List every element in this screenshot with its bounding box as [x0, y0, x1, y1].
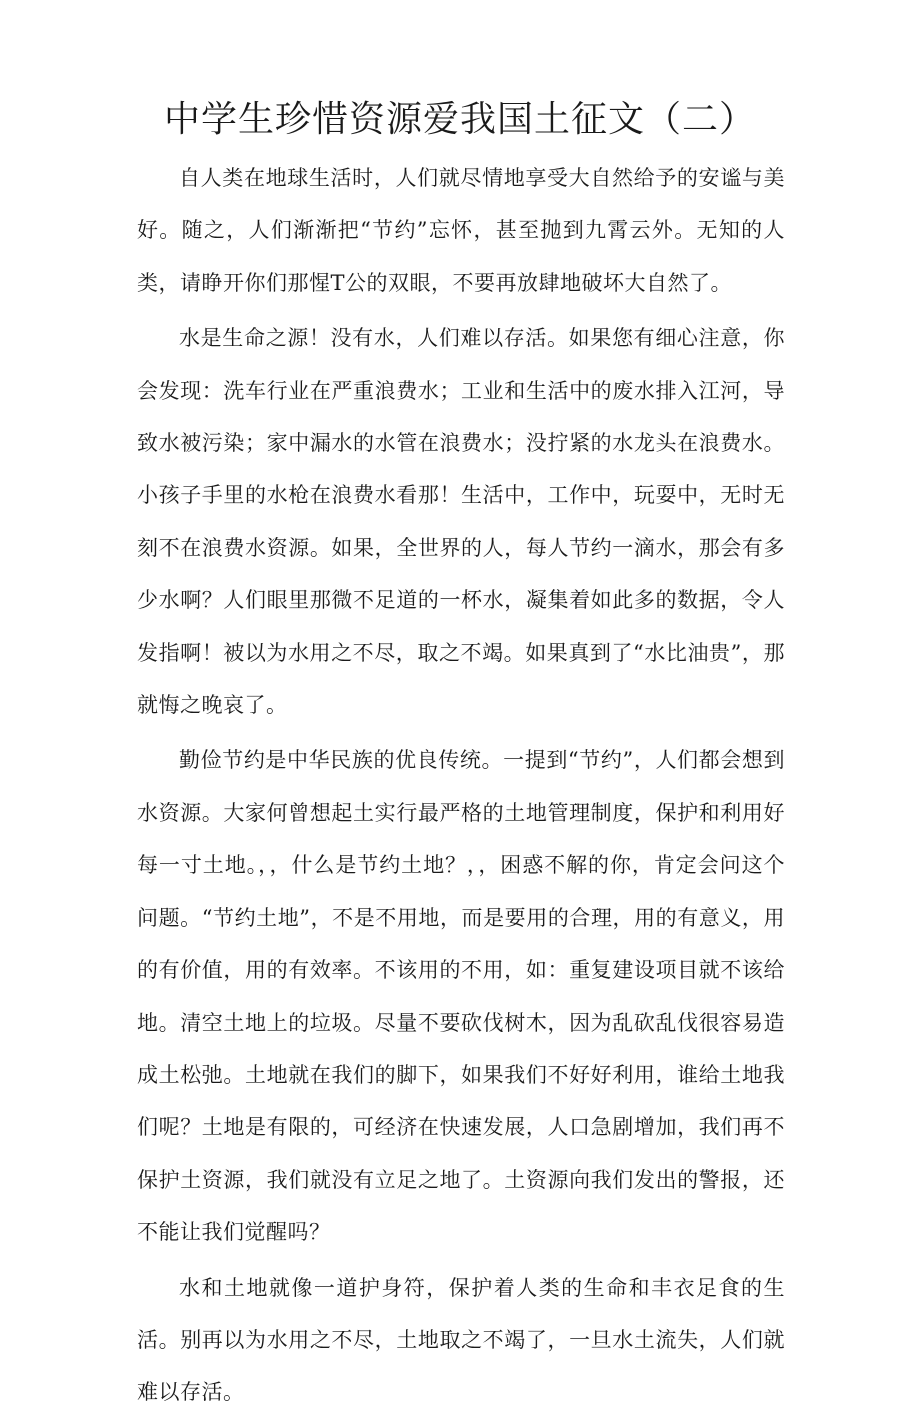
paragraph-intro: 自人类在地球生活时，人们就尽情地享受大自然给予的安谧与美好。随之，人们渐渐把“节约”忘怀，甚至抛到九霄云外。无知的人类，请睁开你们那惺T公的双眼，不要再放肆地破坏大自然了。: [137, 166, 785, 295]
paragraph-conclusion: 水和土地就像一道护身符，保护着人类的生命和丰衣足食的生活。别再以为水用之不尽，土地取之不竭了，一旦水土流失，人们就难以存活。: [137, 1275, 785, 1405]
paragraph-land: 勤俭节约是中华民族的优良传统。一提到“节约”，人们都会想到水资源。大家何曾想起土实行最严格的土地管理制度，保护和利用好每一寸土地。，，什么是节约土地？，，困惑不解的你，肯定会问这个问题。“节约土地”，不是不用地，而是要用的合理，用的有意义，用的有价值，用的有效率。不该用的不用，如：重复建设项目就不该给地。清空土地上的垃圾。尽量不要砍伐树木，因为乱砍乱伐很容易造成土松弛。土地就在我们的脚下，如果我们不好好利用，谁给土地我们呢？土地是有限的，可经济在快速发展，人口急剧增加，我们再不保护土资源，我们就没有立足之地了。土资源向我们发出的警报，还不能让我们觉醒吗？: [137, 748, 785, 1245]
document-title: 中学生珍惜资源爱我国土征文（二）: [163, 99, 756, 140]
document-body: [137, 152, 785, 1419]
paragraph-water: 水是生命之源！没有水，人们难以存活。如果您有细心注意，你会发现：洗车行业在严重浪费水；工业和生活中的废水排入江河，导致水被污染；家中漏水的水管在浪费水；没拧紧的水龙头在浪费水。小孩子手里的水枪在浪费水看那！生活中，工作中，玩耍中，无时无刻不在浪费水资源。如果，全世界的人，每人节约一滴水，那会有多少水啊？人们眼里那微不足道的一杯水，凝集着如此多的数据，令人发指啊！被以为水用之不尽，取之不竭。如果真到了“水比油贵”，那就悔之晚哀了。: [137, 326, 785, 718]
